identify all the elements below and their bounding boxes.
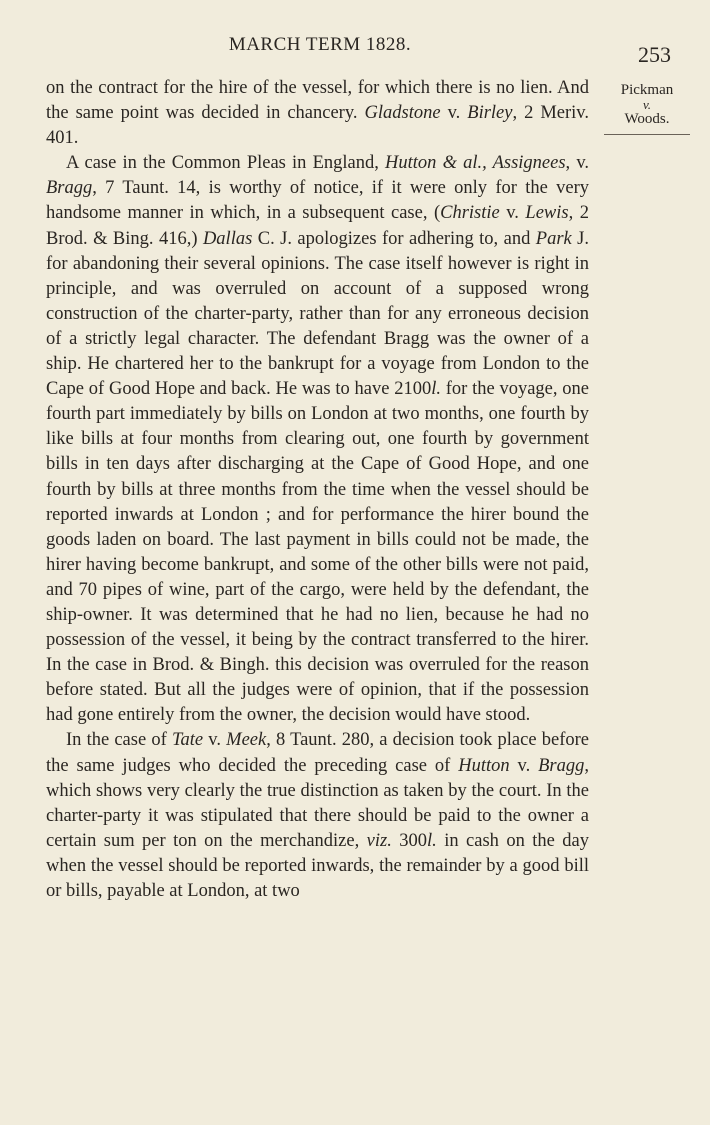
text-run: v.: [203, 730, 227, 751]
text-run: C. J. apologizes for adhering to, and: [252, 228, 536, 249]
paragraph: [46, 151, 589, 728]
text-run: , 2 Meriv. 401.: [46, 103, 589, 149]
italic-text: l.: [427, 830, 437, 851]
text-run: v.: [440, 103, 468, 124]
italic-text: Lewis: [525, 203, 569, 224]
italic-text: Meek: [226, 730, 267, 751]
paragraph: [46, 728, 589, 904]
text-run: , v.: [565, 153, 590, 174]
text-run: J. for abandoning their several opinions. The case itself however is right in principle, and was overruled on account of a supposed wrong construction of the charter-party, rather than for any erroneous decision of a strictly legal character. The defendant Bragg was the owner of a ship. He chartered her to the bankrupt for a voyage from London to the Cape of Good Hope and back. He was to have 2100: [46, 228, 590, 400]
text-run: , 2 Brod. & Bing. 416,): [46, 203, 589, 249]
text-run: on the contract for the hire of the vessel, for which there is no lien. And the same point was decided in chancery.: [46, 78, 589, 124]
text-run: v.: [509, 755, 539, 776]
italic-text: Hutton: [458, 755, 510, 776]
italic-text: Birley: [467, 103, 513, 124]
margin-case-note: [604, 82, 690, 135]
text-run: , which shows very clearly the true distinction as taken by the court. In the charter-party it was stipulated that there should be paid to the owner a certain sum per ton on the merchandize,: [46, 755, 589, 851]
body-text: [46, 76, 589, 904]
running-head: MARCH TERM 1828.: [228, 34, 412, 55]
italic-text: Park: [535, 228, 572, 249]
italic-text: Gladstone: [364, 103, 441, 124]
text-run: , 8 Taunt. 280, a decision took place before the same judges who decided the preceding case of: [46, 730, 589, 776]
margin-note-party2: Woods.: [624, 111, 670, 127]
page-number: 253: [638, 42, 671, 67]
text-run: , 7 Taunt. 14, is worthy of notice, if it were only for the very handsome manner in which, in a subsequent case, (: [46, 178, 589, 224]
margin-note-party1: Pickman: [620, 82, 674, 98]
italic-text: Bragg: [46, 178, 93, 199]
text-run: for the voyage, one fourth part immediately by bills on London at two months, one fourth by like bills at four months from clearing out, one fourth by government bills in ten days after discharging at the Cape of Good Hope, and one fourth by bills at three months from the time when the vessel should be reported inwards at London ; and for performance the hirer bound the goods laden on board. The last payment in bills could not be made, the hirer having become bankrupt, and some of the other bills were not paid, and 70 pipes of wine, part of the cargo, were held by the defendant, the ship-owner. It was determined that he had no lien, because he had no possession of the vessel, it being by the contract transferred to the hirer. In the case in Brod. & Bingh. this decision was overruled for the reason before stated. But all the judges were of opinion, that if the possession had gone entirely from the owner, the decision would have stood.: [46, 379, 589, 726]
italic-text: viz.: [366, 830, 392, 851]
italic-text: Tate: [171, 730, 204, 751]
text-run: v.: [499, 203, 526, 224]
italic-text: l.: [431, 379, 441, 400]
text-run: A case in the Common Pleas in England,: [66, 153, 386, 174]
italic-text: Dallas: [202, 228, 253, 249]
italic-text: Christie: [440, 203, 500, 224]
paragraph: [46, 76, 589, 151]
italic-text: Bragg: [538, 755, 585, 776]
text-run: In the case of: [66, 730, 172, 751]
text-run: in cash on the day when the vessel should be reported inwards, the remainder by a good bill or bills, payable at London, at two: [46, 830, 590, 901]
text-run: 300: [391, 830, 428, 851]
margin-note-versus: v.: [642, 97, 652, 112]
margin-note-rule: [604, 134, 690, 135]
italic-text: Hutton & al., Assignees: [385, 153, 566, 174]
